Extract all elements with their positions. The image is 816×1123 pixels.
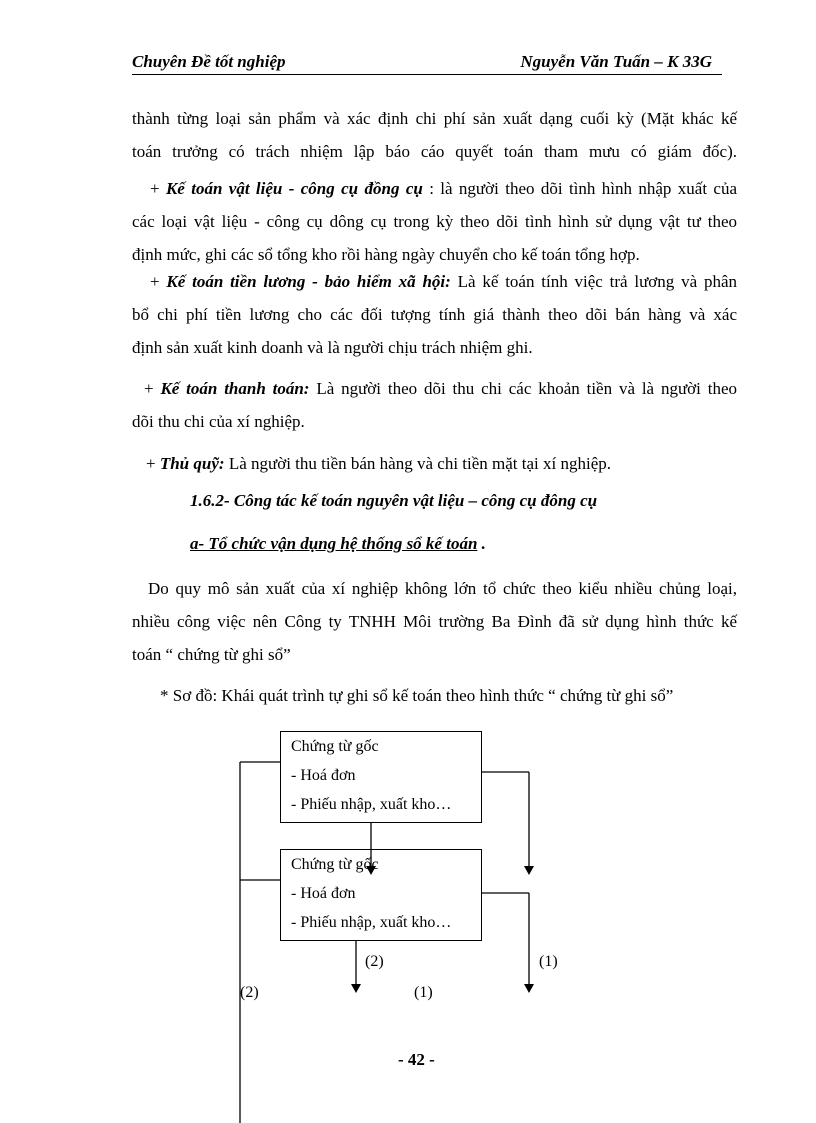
text-line: các loại vật liệu - công cụ dông cụ trong kỳ theo dõi tình hình sử dụng vật tư theo [132,212,737,231]
flow-label: (2) [240,984,259,1001]
role-title: Thủ quỹ: [159,454,225,473]
box-item: - Phiếu nhập, xuất kho… [291,914,452,931]
text-line: + Kế toán vật liệu - công cụ đồng cụ : là người theo dõi tình hình nhập xuất của [150,179,738,198]
section-heading: 1.6.2- Công tác kế toán nguyên vật liệu – công cụ đông cụ [190,491,598,510]
role-title: Kế toán tiền lương - bảo hiểm xã hội: [166,272,451,291]
text-line: toán trưởng có trách nhiệm lập báo cáo quyết toán tham mưu có giám đốc). [132,142,737,161]
role-title: Kế toán thanh toán: [160,379,310,398]
flow-label: (1) [414,984,433,1001]
text-line: + Kế toán tiền lương - bảo hiểm xã hội: Là kế toán tính việc trả lương và phân [150,272,737,291]
header-author: Nguyễn Văn Tuấn – K 33G [520,52,712,71]
flow-label: (1) [539,953,558,970]
header-title: Chuyên Đề tốt nghiệp [132,52,286,71]
text-line: thành từng loại sản phẩm và xác định chi phí sản xuất dạng cuối kỳ (Mặt khác kế [132,109,737,128]
page-number: - 42 - [398,1050,435,1069]
text-line: + Kế toán thanh toán: Là người theo dõi thu chi các khoản tiền và là người theo [144,379,737,398]
diagram-caption: * Sơ đồ: Khái quát trình tự ghi sổ kế toán theo hình thức “ chứng từ ghi sổ” [160,686,674,705]
box-item: - Hoá đơn [291,767,356,784]
flow-label: (2) [365,953,384,970]
text-line: toán “ chứng từ ghi sổ” [132,645,291,664]
arrow-head [351,984,361,993]
text-line: Do quy mô sản xuất của xí nghiệp không lớn tổ chức theo kiểu nhiều chủng loại, [148,579,737,598]
text-line: định mức, ghi các sổ tổng kho rồi hàng ngày chuyển cho kế toán tổng hợp. [132,245,640,264]
box-item: - Hoá đơn [291,885,356,902]
text-line: + Thủ quỹ: Là người thu tiền bán hàng và chi tiền mặt tại xí nghiệp. [146,454,612,473]
text-line: bổ chi phí tiền lương cho các đối tượng tính giá thành theo dõi bán hàng và xác [132,305,737,324]
source-document-box [280,731,482,823]
text-line: dõi thu chi của xí nghiệp. [132,412,305,431]
box-title: Chứng từ gốc [291,856,379,873]
role-title: Kế toán vật liệu - công cụ đồng cụ [165,179,423,198]
text-line: định sản xuất kinh doanh và là người chịu trách nhiệm ghi. [132,338,533,357]
arrow-head [524,866,534,875]
arrow-head [524,984,534,993]
text-line: nhiều công việc nên Công ty TNHH Môi trường Ba Đình đã sử dụng hình thức kế [132,612,737,631]
source-document-box-2 [280,849,482,941]
box-title: Chứng từ gốc [291,738,379,755]
subsection-heading: a- Tổ chức vận dụng hệ thống sổ kế toán . [190,534,486,553]
box-item: - Phiếu nhập, xuất kho… [291,796,452,813]
